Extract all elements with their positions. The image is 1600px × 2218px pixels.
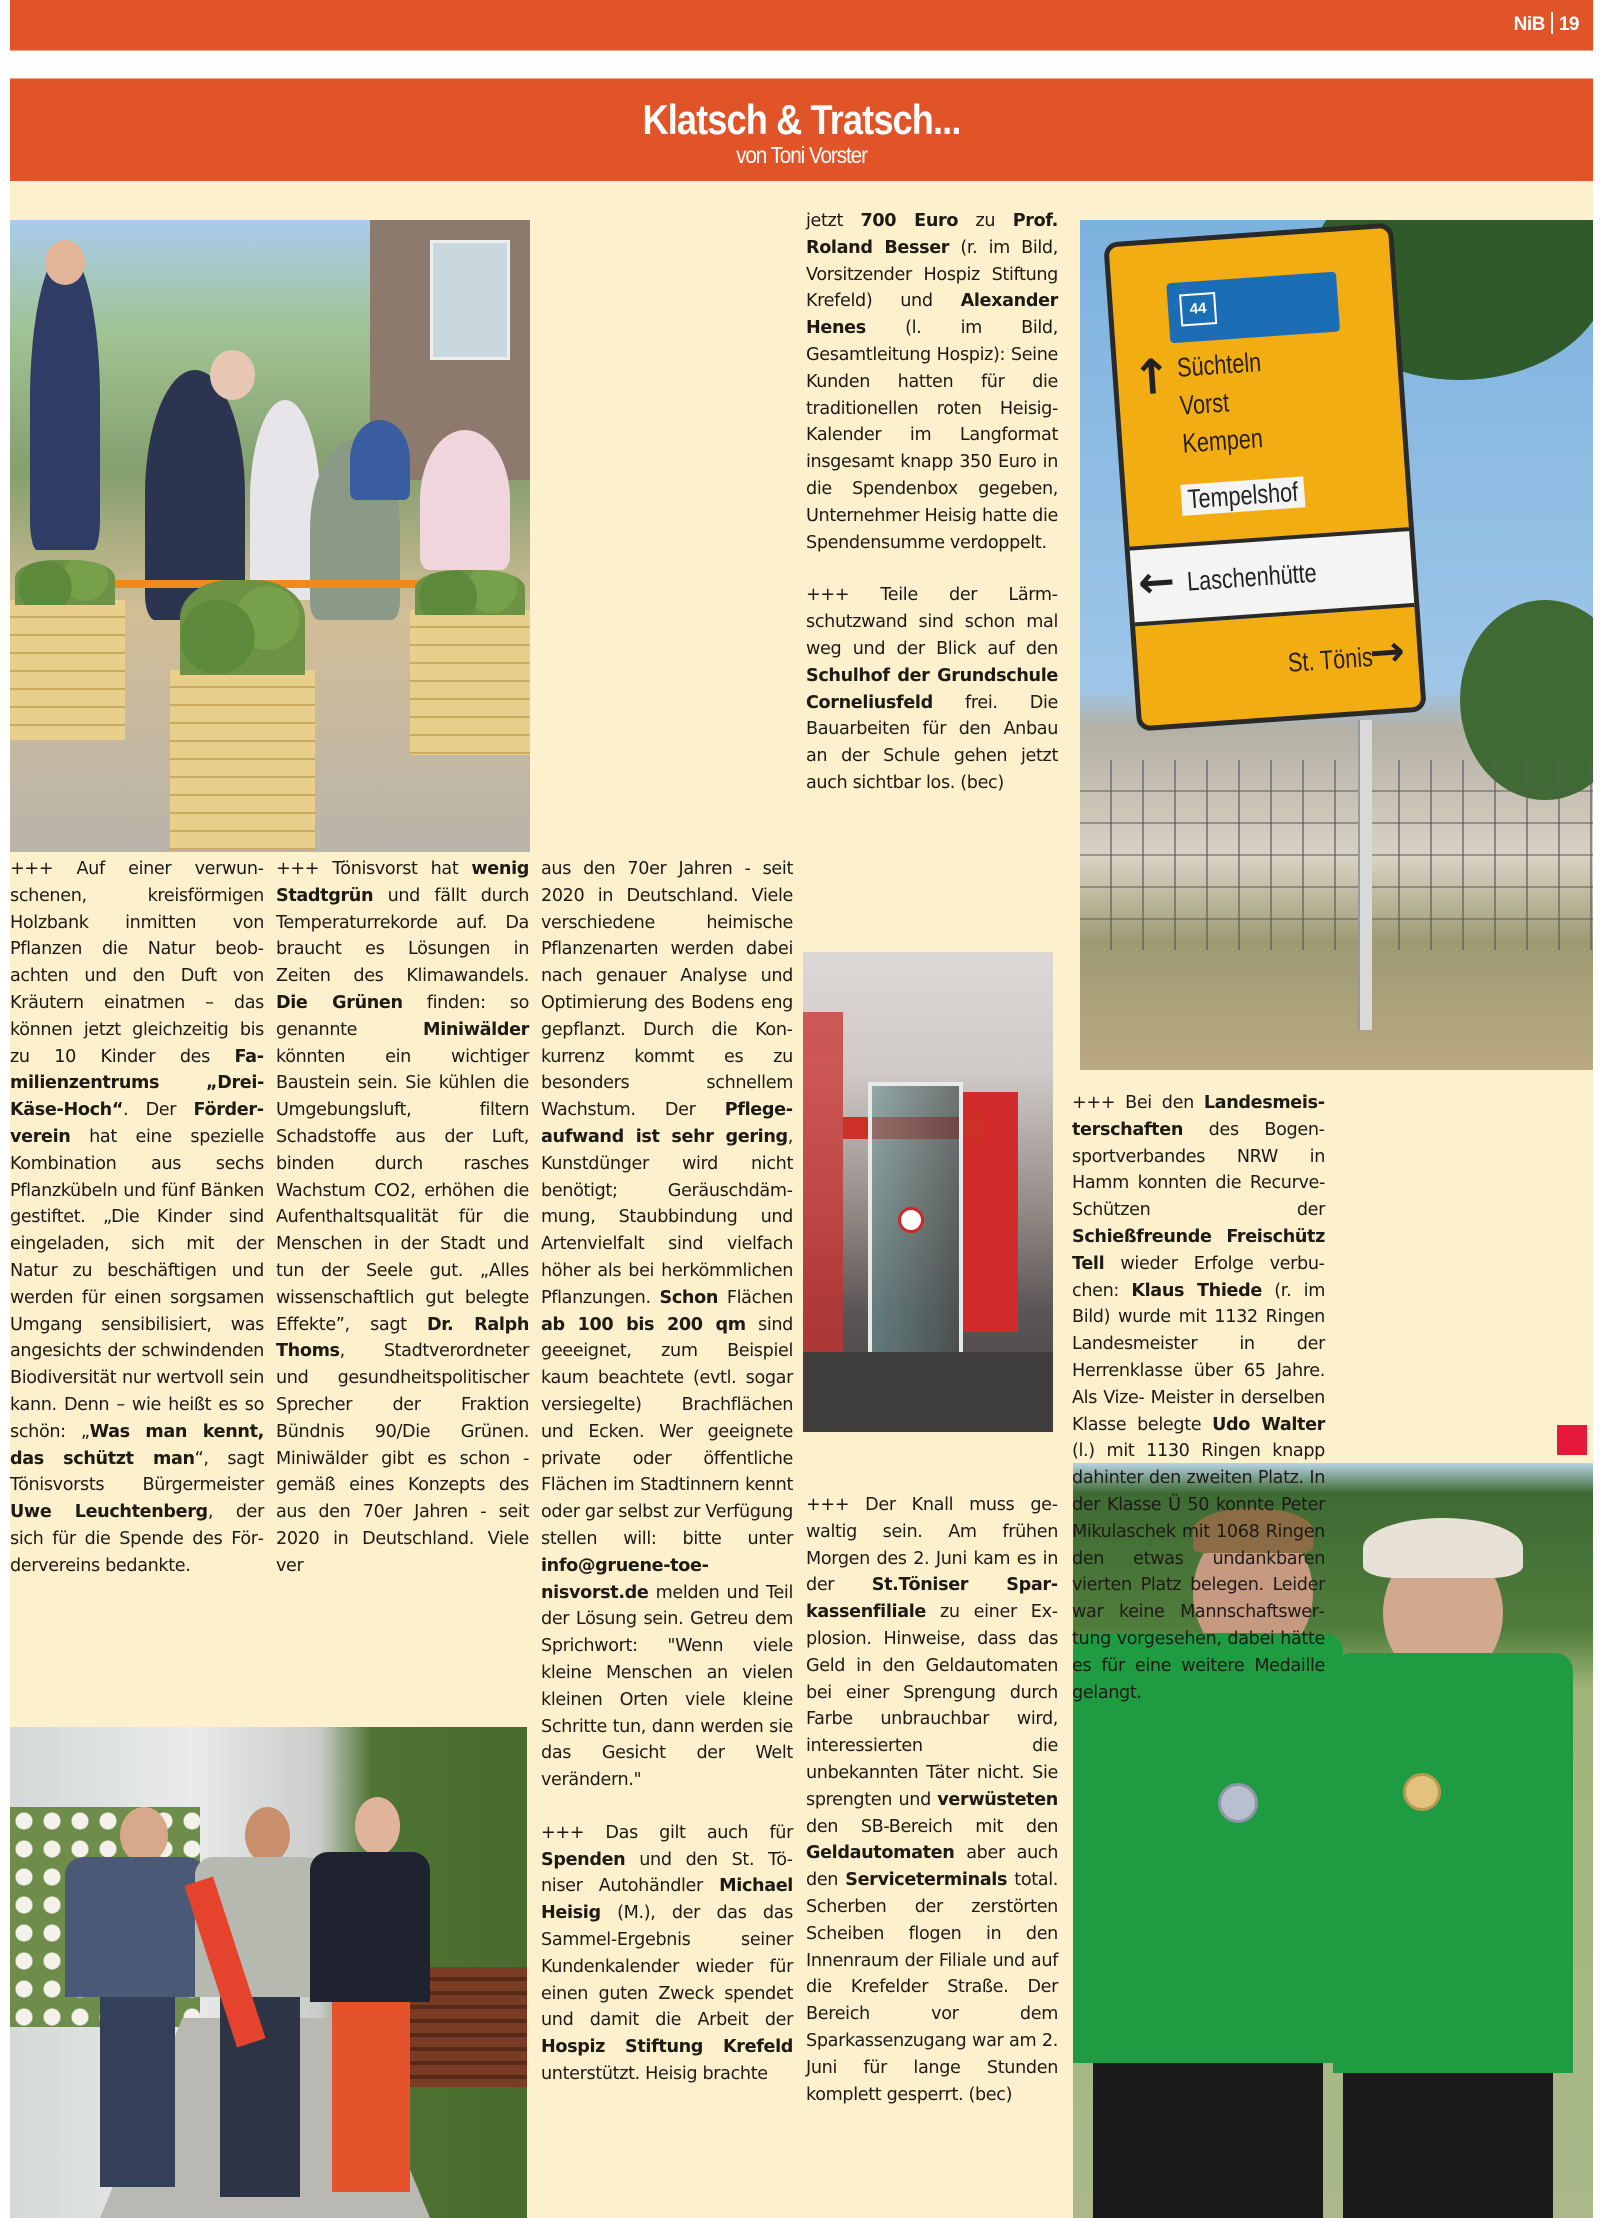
photo-face: [45, 240, 85, 285]
text-run: . Der: [123, 1100, 194, 1121]
text-run: +++ Der Knall muss gewaltig sein. Am frühen Morgen des 2. Juni kam es in der: [806, 1495, 1058, 1596]
text-run: jetzt: [806, 211, 861, 231]
sign-destination: Kempen: [1181, 423, 1264, 459]
photo-plants: [15, 560, 115, 605]
article-paragraph: [541, 1820, 793, 2088]
bold-text-run: Dr. Ralph Thoms: [276, 1314, 529, 1362]
article-end-marker: [1557, 1425, 1587, 1455]
article-paragraph: [276, 856, 529, 1580]
sign-destination: Vorst: [1178, 387, 1230, 421]
text-run: zu einer Explosion. Hinweise, dass das Geld in den Geldautomaten bei einer Sprengung durch Farbe unbrauchbar wird, interessierten die unbekannten Täter nicht. Sie sprengten und: [806, 1602, 1058, 1810]
photo-sign-pole: [1358, 720, 1372, 1030]
no-entry-sign-icon: [898, 1207, 924, 1233]
bold-text-run: Serviceterminals: [845, 1870, 1008, 1891]
photo-planter: [170, 670, 315, 850]
sign-destination-laschenhuette: Laschenhütte: [1186, 557, 1318, 597]
bold-text-run: Prof. Roland Besser: [806, 211, 1058, 258]
section-byline: von Toni Vorster: [736, 142, 867, 168]
photo-sparkasse-entrance: [803, 952, 1053, 1432]
article-paragraph: [541, 856, 793, 1794]
photo-face: [245, 1807, 290, 1863]
gold-medal-icon: [1403, 1773, 1441, 1811]
arrow-left-icon: ←: [1136, 555, 1177, 610]
arrow-up-icon: ↑: [1129, 348, 1174, 407]
text-run: wieder Erfolge verbuchen:: [1072, 1253, 1325, 1301]
text-run: hat eine spezielle Kombination aus sechs Pflanzkübeln und fünf Bänken gestiftet. „Die Kinder sind eingeladen, sich mit der Natur zu beschäftigen und werden für einen sorgsamen Umgang sensibilisiert, was angesichts der schwindenden Biodiversität nur wertvoll sein kann. Denn – wie heißt es so schön: „: [10, 1126, 264, 1442]
photo-floor: [803, 1352, 1053, 1432]
arrow-right-icon: →: [1367, 625, 1407, 678]
text-run: (l. im Bild, Gesamtleitung Hospiz): Seine Kunden hatten für die traditionellen roten Heisig-Kalender im Langformat insgesamt knapp 350 Euro in die Spendenbox gegeben, Unternehmer Heisig hatte die Spendensumme verdoppelt.: [806, 318, 1058, 553]
text-run: könnten ein wichtiger Baustein sein. Sie kühlen die Umgebungsluft, filtern Schadstoffe aus der Luft, binden durch rasches Wachstum CO2, erhöhen die Aufenthaltsqualität für die Menschen in der Stadt und tun der Seele gut. „Alles wissenschaftlich gut belegte Effekte”, sagt: [276, 1046, 529, 1335]
motorway-panel: [1166, 272, 1340, 344]
section-title-bar: [10, 78, 1593, 181]
bold-text-run: Schulhof der Grundschule Corneliusfeld: [806, 665, 1058, 713]
photo-face: [210, 350, 255, 400]
text-run: +++ Tönisvorst hat: [276, 859, 472, 879]
photo-hospiz-donation: [10, 1727, 527, 2218]
page-folio: [1514, 12, 1579, 36]
sign-destination-tempelshof: Tempelshof: [1180, 476, 1305, 516]
article-paragraph: [806, 208, 1058, 556]
photo-red-glass: [803, 1012, 843, 1392]
bold-text-run: Uwe Leuchtenberg: [10, 1502, 208, 1523]
photo-red-trousers: [332, 2002, 410, 2192]
text-run: aus den 70er Jahren - seit 2020 in Deutschland. Viele ver: [276, 1502, 529, 1576]
text-run: sind geeeignet, zum Beispiel kaum beachtete (evtl. sogar versiegelte) Brachflächen und Ecken. Wer geeignete private oder öffentliche Flächen im Stadtinnern kennt oder gar selbst zur Verfügung stellen will: bitte unter: [541, 1314, 793, 1549]
bold-text-run: Geldautomaten: [806, 1843, 955, 1864]
bold-text-run: Miniwälder: [423, 1019, 529, 1040]
text-run: melden und Teil der Lösung sein. Getreu dem Sprichwort: "Wenn viele kleine Menschen an vielen kleinen Orten viele kleine Schritte tun, dann werden sie das Gesicht der Welt verändern.": [541, 1582, 793, 1791]
publication-name: NiB: [1513, 14, 1545, 35]
article-familienzentrum: [10, 856, 264, 1580]
sign-white-panel: [1130, 527, 1415, 626]
bold-text-run: ab 100 bis 200 qm: [541, 1314, 746, 1335]
photo-face: [355, 1797, 400, 1855]
photo-jacket: [65, 1857, 205, 1997]
article-paragraph: [10, 856, 264, 1580]
bold-text-run: Spenden: [541, 1849, 626, 1870]
silver-medal-icon: [1218, 1783, 1258, 1823]
bold-text-run: Was man kennt, das schützt man: [10, 1421, 264, 1469]
bold-text-run: Schon: [659, 1287, 719, 1308]
bold-text-run: Pflegeaufwand ist sehr gering: [541, 1100, 793, 1147]
folio-divider: [1551, 12, 1553, 34]
text-run: +++ Auf einer verwunschenen, kreisförmigen Holzbank inmitten von Pflanzen die Natur beobachten und den Duft von Kräutern einatmen – das können jetzt gleichzeitig bis zu 10 Kinder des: [10, 859, 264, 1067]
text-run: des Bogensportverbandes NRW in Hamm konnten die Recurve-Schützen der: [1072, 1119, 1325, 1221]
sign-destination: Süchteln: [1176, 347, 1263, 383]
text-run: , der sich für die Spende des Fördervereins bedankte.: [10, 1502, 264, 1576]
photo-kids-ribbon-cutting: [10, 220, 530, 852]
photo-window: [430, 240, 510, 360]
bold-text-run: info@gruene-toenisvorst.de: [541, 1555, 709, 1603]
photo-plants: [180, 580, 305, 675]
bold-text-run: Schießfreunde Freischütz Tell: [1072, 1226, 1325, 1274]
text-run: zu: [958, 211, 1013, 231]
bold-text-run: Klaus Thiede: [1131, 1280, 1262, 1301]
bold-text-run: Alexander Henes: [806, 291, 1058, 339]
bold-text-run: Die Grünen: [276, 992, 403, 1013]
article-bogensport-col1: [1072, 1090, 1325, 1706]
photo-sun-hat: [1363, 1518, 1523, 1578]
text-run: aus den 70er Jahren - seit 2020 in Deutschland. Viele verschiedene heimische Pflanzenarten werden dabei nach genauer Analyse und Optimierung des Bodens eng gepflanzt. Durch die Konkurrenz kommt es zu besonders schnellem Wachstum. Der: [541, 859, 793, 1121]
photo-jacket: [310, 1852, 430, 2002]
photo-planter: [410, 610, 530, 755]
article-miniwaelder-col1: [276, 856, 529, 1580]
article-heisig-continued: [806, 208, 1058, 797]
photo-person: [350, 420, 410, 500]
bold-text-run: Michael Heisig: [541, 1876, 793, 1924]
text-run: Flächen: [718, 1287, 793, 1308]
text-run: finden: so genannte: [276, 992, 529, 1040]
text-run: +++ Bei den: [1072, 1093, 1204, 1113]
section-title: Klatsch & Tratsch...: [642, 96, 961, 143]
article-paragraph: [806, 1492, 1058, 2108]
text-run: , Stadtverordneter und gesundheitspolitischer Sprecher der Fraktion Bündnis 90/Die Grünen. Miniwälder gibt es schon - gemäß eines Konzepts des: [276, 1341, 529, 1496]
article-paragraph: [1072, 1090, 1325, 1706]
motorway-number: 44: [1179, 292, 1217, 326]
bold-text-run: St.Töniser Sparkassenfiliale: [806, 1575, 1059, 1623]
text-run: (M.), der das das Sammel-Ergebnis seiner Kundenkalender wieder für einen guten Zweck spendet und damit die Arbeit der: [541, 1903, 793, 2031]
sign-destination-st-toenis: St. Tönis: [1286, 641, 1374, 678]
photo-face: [120, 1807, 168, 1863]
bold-text-run: Förderverein: [10, 1100, 264, 1147]
photo-planter: [10, 600, 125, 740]
photo-construction-fence: [1080, 760, 1593, 950]
text-run: (r. im Bild) wurde mit 1132 Ringen Landesmeister in der Herrenklasse über 65 Jahre. Als Vize- Meister in derselben Klasse belegte: [1072, 1280, 1325, 1435]
road-sign: [1103, 222, 1426, 731]
text-run: frei. Die Bauarbeiten für den Anbau an der Schule gehen jetzt auch sichtbar los. (bec): [806, 692, 1058, 793]
text-run: +++ Das gilt auch für: [541, 1822, 793, 1843]
photo-green-shirt: [1333, 1653, 1573, 2073]
photo-person: [30, 250, 100, 550]
bold-text-run: Familienzentrums „Drei-Käse-Hoch“: [10, 1046, 264, 1121]
text-run: +++ Teile der Lärmschutzwand sind schon mal weg und der Blick auf den: [806, 585, 1058, 659]
text-run: aber auch den: [806, 1843, 1058, 1891]
page-number: 19: [1558, 14, 1579, 35]
text-run: “, sagt Tönisvorsts Bürgermeister: [10, 1448, 264, 1496]
page-header-bar: [10, 0, 1593, 51]
text-run: den SB-Bereich mit den: [806, 1816, 1058, 1837]
photo-jeans: [100, 1997, 175, 2187]
text-run: und den St. Töniser Autohändler: [541, 1849, 793, 1897]
text-run: (r. im Bild, Vorsitzender Hospiz Stiftung Krefeld) und: [806, 237, 1058, 312]
bold-text-run: Udo Walter: [1212, 1414, 1325, 1435]
text-run: , Kunstdünger wird nicht benötigt; Geräuschdämmung, Staubbindung und Artenvielfalt sind vielfach höher als bei herkömmlichen Pflanzungen.: [541, 1126, 793, 1308]
text-run: unterstützt. Heisig brachte: [541, 2064, 768, 2085]
photo-road-sign: [1080, 220, 1593, 1070]
article-miniwaelder-col2: [541, 856, 793, 2088]
text-run: (l.) mit 1130 Ringen knapp dahinter den zweiten Platz. In der Klasse Ü 50 konnte Peter Mikulaschek mit 1068 Ringen den etwas undankbaren vierten Platz belegen. Leider war keine Mannschaftswertung vorgesehen, dabei hätte es für eine weitere Medaille gelangt.: [1072, 1441, 1325, 1703]
photo-trousers: [1343, 2073, 1553, 2218]
bold-text-run: Hospiz Stiftung Krefeld: [541, 2037, 793, 2058]
bold-text-run: wenig Stadtgrün: [276, 859, 529, 906]
bold-text-run: verwüsteten: [937, 1789, 1058, 1810]
text-run: und fällt durch Temperaturrekorde auf. Da braucht es Lösungen in Zeiten des Klimawandels.: [276, 885, 529, 987]
bold-text-run: Landesmeisterschaften: [1072, 1093, 1325, 1140]
photo-person: [420, 430, 510, 570]
photo-trousers: [1093, 2063, 1323, 2218]
text-run: total. Scherben der zerstörten Scheiben flogen in den Innenraum der Filiale und auf die Krefelder Straße. Der Bereich vor dem Sparkassenzugang war am 2. Juni für lange Stunden komplett gesperrt. (bec): [806, 1870, 1058, 2105]
article-paragraph: [806, 582, 1058, 796]
photo-plants: [415, 570, 525, 615]
bold-text-run: 700 Euro: [860, 211, 959, 231]
article-sparkasse: [806, 1492, 1058, 2108]
